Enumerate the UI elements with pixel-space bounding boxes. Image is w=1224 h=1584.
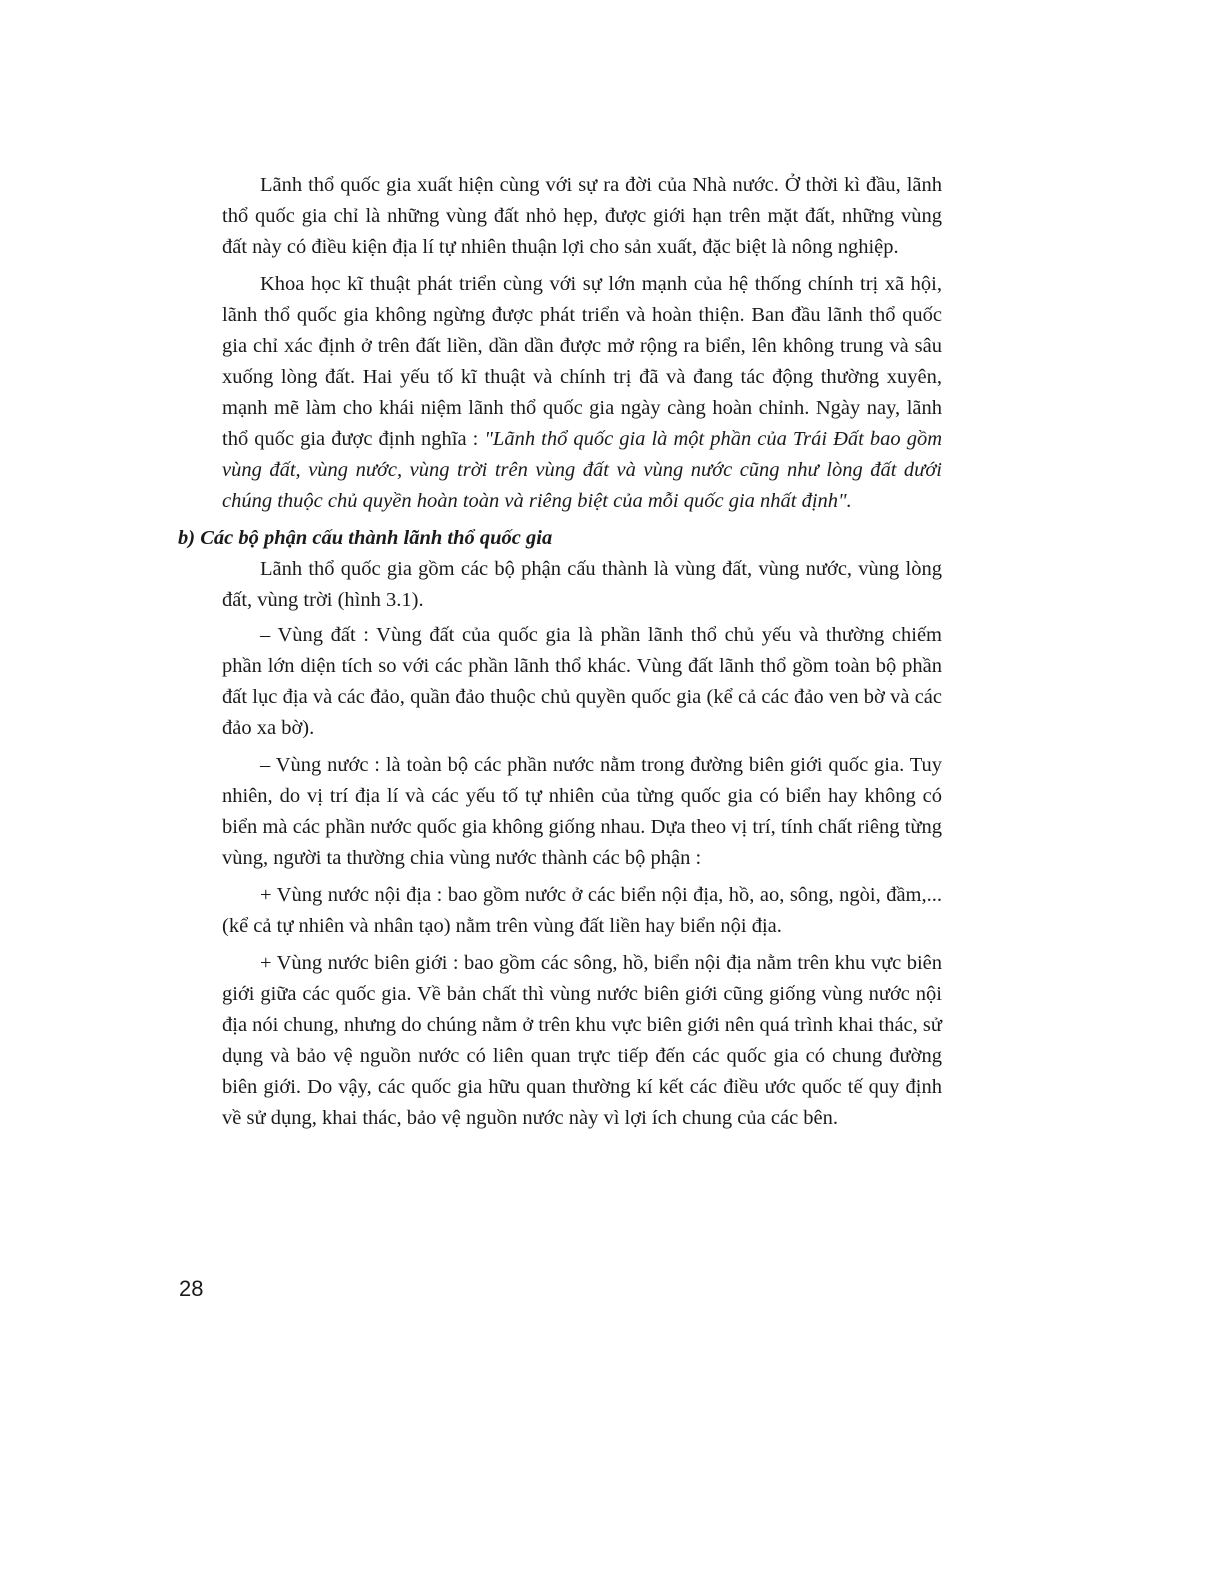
paragraph-water-area: – Vùng nước : là toàn bộ các phần nước nằm trong đường biên giới quốc gia. Tuy nhiên, do vị trí địa lí và các yếu tố tự nhiên của từng quốc gia có biển hay không có biển mà các phần nước quốc gia không giống nhau. Dựa theo vị trí, tính chất riêng từng vùng, người ta thường chia vùng nước thành các bộ phận : <box>222 754 942 869</box>
paragraph-land-area: – Vùng đất : Vùng đất của quốc gia là phần lãnh thổ chủ yếu và thường chiếm phần lớn diện tích so với các phần lãnh thổ khác. Vùng đất lãnh thổ gồm toàn bộ phần đất lục địa và các đảo, quần đảo thuộc chủ quyền quốc gia (kể cả các đảo ven bờ và các đảo xa bờ). <box>222 624 942 739</box>
paragraph-components-intro: Lãnh thổ quốc gia gồm các bộ phận cấu thành là vùng đất, vùng nước, vùng lòng đất, vùng trời (hình 3.1). <box>222 558 942 611</box>
paragraph-inland-waters: + Vùng nước nội địa : bao gồm nước ở các biển nội địa, hồ, ao, sông, ngòi, đầm,... (kể cả tự nhiên và nhân tạo) nằm trên vùng đất liền hay biển nội địa. <box>222 884 942 937</box>
paragraph-border-waters: + Vùng nước biên giới : bao gồm các sông, hồ, biển nội địa nằm trên khu vực biên giới giữa các quốc gia. Về bản chất thì vùng nước biên giới cũng giống vùng nước nội địa nói chung, nhưng do chúng nằm ở trên khu vực biên giới nên quá trình khai thác, sử dụng và bảo vệ nguồn nước có liên quan trực tiếp đến các quốc gia có chung đường biên giới. Do vậy, các quốc gia hữu quan thường kí kết các điều ước quốc tế quy định về sử dụng, khai thác, bảo vệ nguồn nước này vì lợi ích chung của các bên. <box>222 952 942 1129</box>
definition-quote: "Lãnh thổ quốc gia là một phần của Trái Đất bao gồm vùng đất, vùng nước, vùng trời trên vùng đất và vùng nước cũng như lòng đất dưới chúng thuộc chủ quyền hoàn toàn và riêng biệt của mỗi quốc gia nhất định". <box>222 428 943 512</box>
page-body <box>178 170 943 1140</box>
page-number: 28 <box>179 1276 204 1301</box>
paragraph-origin-of-territory: Lãnh thổ quốc gia xuất hiện cùng với sự ra đời của Nhà nước. Ở thời kì đầu, lãnh thổ quốc gia chỉ là những vùng đất nhỏ hẹp, được giới hạn trên mặt đất, những vùng đất này có điều kiện địa lí tự nhiên thuận lợi cho sản xuất, đặc biệt là nông nghiệp. <box>222 174 942 258</box>
definition-lead-text: Khoa học kĩ thuật phát triển cùng với sự lớn mạnh của hệ thống chính trị xã hội, lãnh thổ quốc gia không ngừng được phát triển và hoàn thiện. Ban đầu lãnh thổ quốc gia chỉ xác định ở trên đất liền, dần dần được mở rộng ra biển, lên không trung và sâu xuống lòng đất. Hai yếu tố kĩ thuật và chính trị đã và đang tác động thường xuyên, mạnh mẽ làm cho khái niệm lãnh thổ quốc gia ngày càng hoàn chỉnh. Ngày nay, lãnh thổ quốc gia được định nghĩa : <box>222 273 942 450</box>
section-heading-b: b) Các bộ phận cấu thành lãnh thổ quốc gia <box>178 527 553 549</box>
paragraph-territory-definition <box>222 269 942 517</box>
